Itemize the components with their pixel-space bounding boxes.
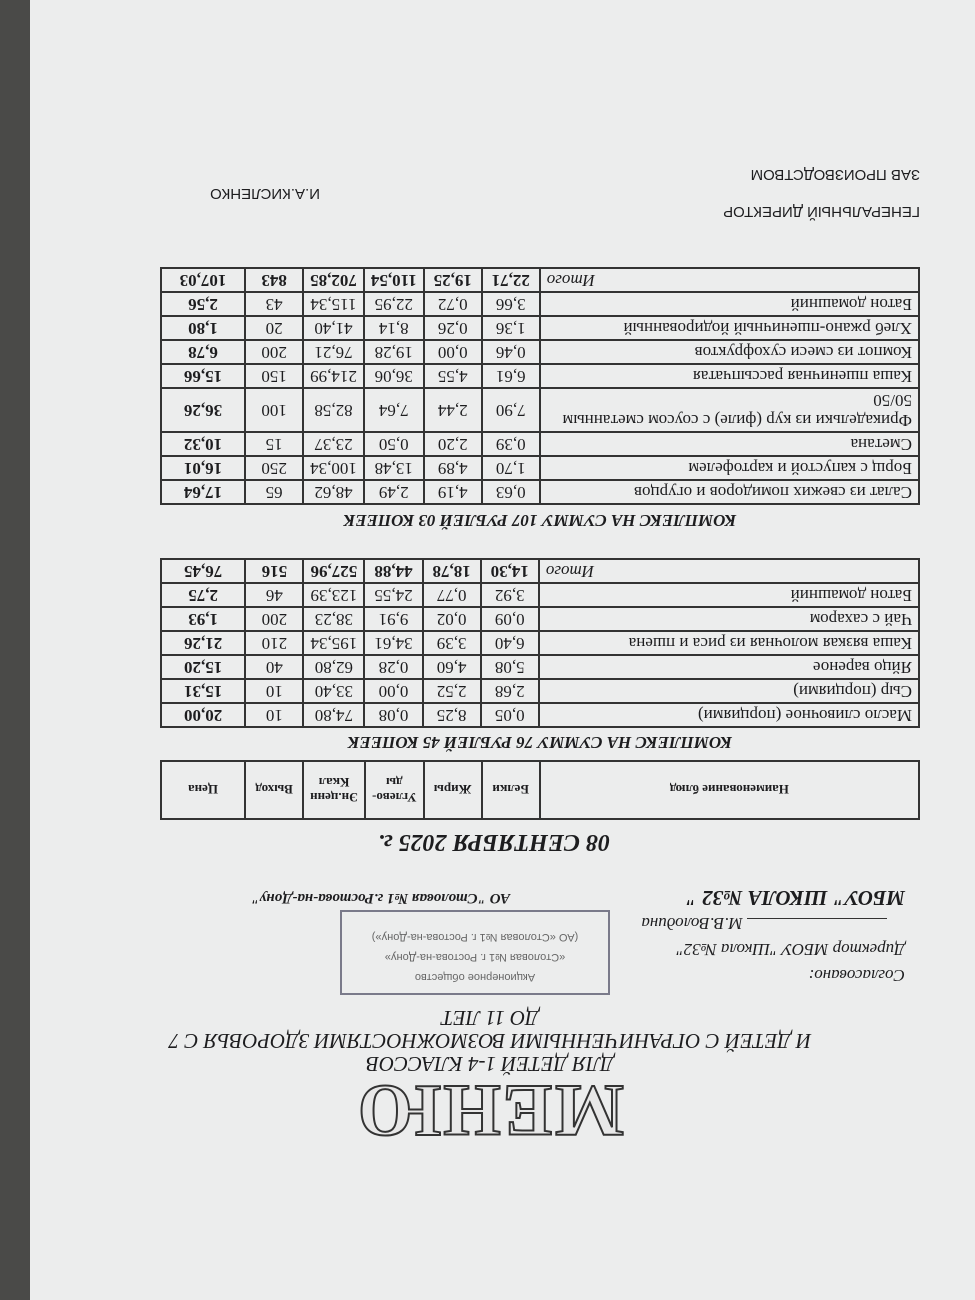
- table-row: Сметана 0,39 2,20 0,50 23,37 15 10,32: [161, 432, 919, 456]
- table-row: Сыр (порциями) 2,68 2,52 0,00 33,40 10 15,31: [161, 679, 919, 703]
- school-name: МБОУ" ШКОЛА №32 ": [685, 886, 905, 910]
- table-row: Хлеб ржано-пшеничный йодированный 1,36 0,26 8,14 41,40 20 1,80: [161, 316, 919, 340]
- table-row: Компот из смеси сухофруктов 0,46 0,00 19,28 76,21 200 6,78: [161, 340, 919, 364]
- menu-date: 08 СЕНТЯБРЯ 2025 г.: [378, 829, 610, 855]
- total-row: Итого 22,71 19,25 110,54 702,85 843 107,03: [161, 268, 919, 292]
- table-row: Батон домашний 3,66 0,72 22,95 115,34 43 2,56: [161, 292, 919, 316]
- table-row: Каша пшеничная рассыпчатая 6,61 4,55 36,06 214,99 150 15,66: [161, 364, 919, 388]
- canteen-name: АО "Столовая №1 г.Ростова-на-Дону": [251, 890, 510, 906]
- subtitle: ДЛЯ ДЕТЕЙ 1-4 КЛАССОВ И ДЕТЕЙ С ОГРАНИЧЕННЫМИ ВОЗМОЖНОСТЯМИ ЗДОРОВЬЯ С 7 ДО 11 ЛЕТ: [168, 1006, 812, 1076]
- table-row: Салат из свежих помидоров и огурцов 0,63 4,19 2,49 48,62 65 17,64: [161, 480, 919, 504]
- table-row: Фрикадельки из кур (филе) с соусом сметанным 50/50 7,90 2,44 7,64 82,58 100 36,26: [161, 388, 919, 432]
- total-row: Итого 14,30 18,78 44,88 527,96 516 76,45: [161, 559, 919, 583]
- columns-header: Наименование блюд Белки Жиры Углево-ды Эн.ценн Ккал Выход Цена: [160, 760, 920, 820]
- complex2-table: [160, 267, 920, 505]
- complex2-caption: КОМПЛЕКС НА СУММУ 107 РУБЛЕЙ 03 КОПЕЕК: [343, 511, 737, 530]
- table-row: Борщ с капустой и картофелем 1,70 4,89 13,48 100,34 250 16,01: [161, 456, 919, 480]
- table-row: Каша вязкая молочная из риса и пшена 6,40 3,39 34,61 195,34 210 21,26: [161, 631, 919, 655]
- page-title: МЕНЮ: [355, 1069, 625, 1151]
- complex1-table: [160, 558, 920, 728]
- table-row: Батон домашний 3,92 0,77 24,55 123,39 46 2,75: [161, 583, 919, 607]
- approval-block: Согласовано: Директор МБОУ "Школа №32" М.В.Володина: [641, 914, 905, 985]
- table-row: Чай с сахаром 0,09 0,02 9,91 38,23 200 1,93: [161, 607, 919, 631]
- table-row: Масло сливочное (порциями) 0,05 8,25 0,08 74,80 10 20,00: [161, 703, 919, 727]
- table-row: Яйцо вареное 5,08 4,60 0,28 62,80 40 15,20: [161, 655, 919, 679]
- stamp: Акционерное общество «Столовая №1 г. Ростова-на-Дону» (АО «Столовая №1 г. Ростова-на-Дону»): [340, 910, 610, 995]
- signature-block: ГЕНЕРАЛЬНЫЙ ДИРЕКТОР ЗАВ ПРОИЗВОДСТВОМ И.А.КИСЛЕНКО: [210, 166, 920, 220]
- signature-line: [747, 918, 887, 919]
- complex1-caption: КОМПЛЕКС НА СУММУ 76 РУБЛЕЙ 45 КОПЕЕК: [348, 733, 732, 752]
